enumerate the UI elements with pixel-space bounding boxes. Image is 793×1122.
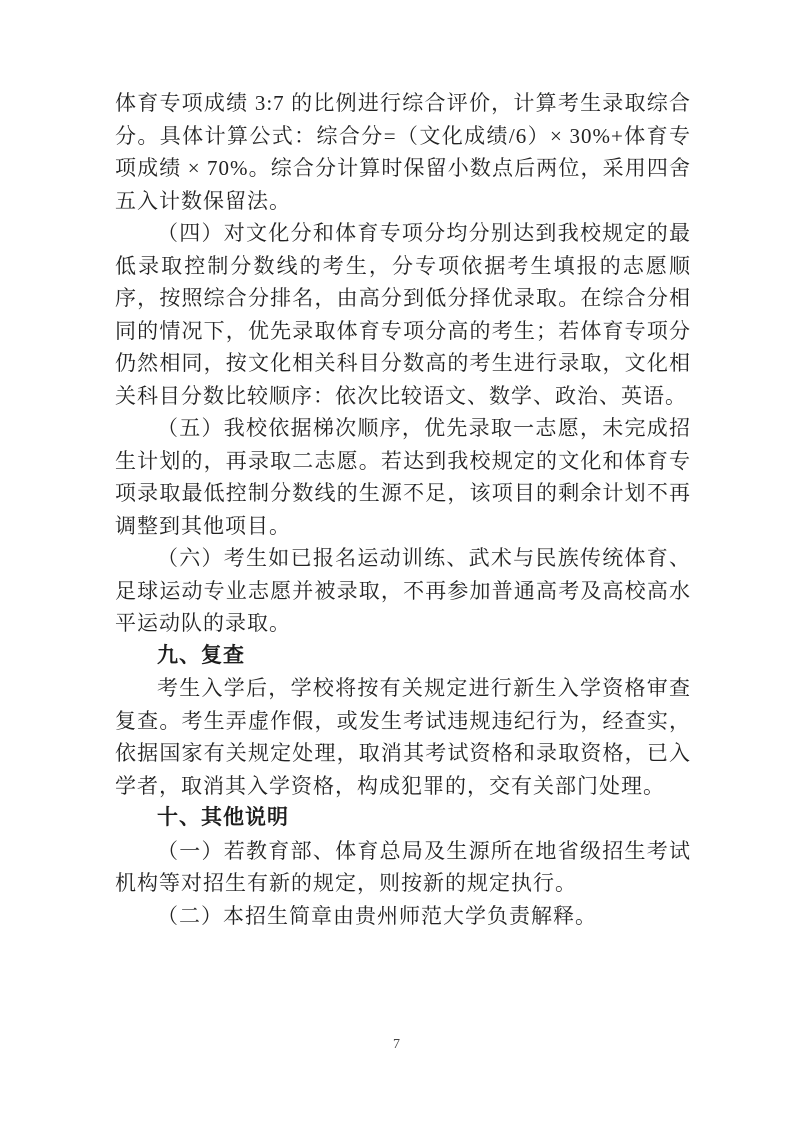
text-paragraph: （四）对文化分和体育专项分均分别达到我校规定的最低录取控制分数线的考生，分专项依据考生填报的志愿顺序，按照综合分排名，由高分到低分择优录取。在综合分相同的情况下，优先录取体育专项分高的考生；若体育专项分仍然相同，按文化相关科目分数高的考生进行录取，文化相关科目分数比较顺序：依次比较语文、数学、政治、英语。 (115, 221, 691, 408)
document-body (115, 87, 691, 932)
text-paragraph: 考生入学后，学校将按有关规定进行新生入学资格审查复查。考生弄虚作假，或发生考试违规违纪行为，经查实，依据国家有关规定处理，取消其考试资格和录取资格，已入学者，取消其入学资格，构成犯罪的，交有关部门处理。 (115, 676, 691, 798)
text-paragraph: （一）若教育部、体育总局及生源所在地省级招生考试机构等对招生有新的规定，则按新的规定执行。 (115, 838, 691, 895)
section-heading: 十、其他说明 (157, 806, 289, 829)
section-heading: 九、复查 (157, 643, 245, 667)
page-footer (0, 1036, 793, 1054)
text-paragraph: （二）本招生简章由贵州师范大学负责解释。 (157, 903, 597, 928)
text-paragraph: 体育专项成绩 3:7 的比例进行综合评价，计算考生录取综合分。具体计算公式：综合分=（文化成绩/6）× 30%+体育专项成绩 × 70%。综合分计算时保留小数点后两位，采用四舍五入计数保留法。 (115, 91, 691, 213)
text-paragraph: （六）考生如已报名运动训练、武术与民族传统体育、足球运动专业志愿并被录取，不再参加普通高考及高校高水平运动队的录取。 (115, 546, 691, 635)
text-paragraph: （五）我校依据梯次顺序，优先录取一志愿，未完成招生计划的，再录取二志愿。若达到我校规定的文化和体育专项录取最低控制分数线的生源不足，该项目的剩余计划不再调整到其他项目。 (115, 416, 691, 538)
page-number: 7 (393, 1037, 400, 1052)
